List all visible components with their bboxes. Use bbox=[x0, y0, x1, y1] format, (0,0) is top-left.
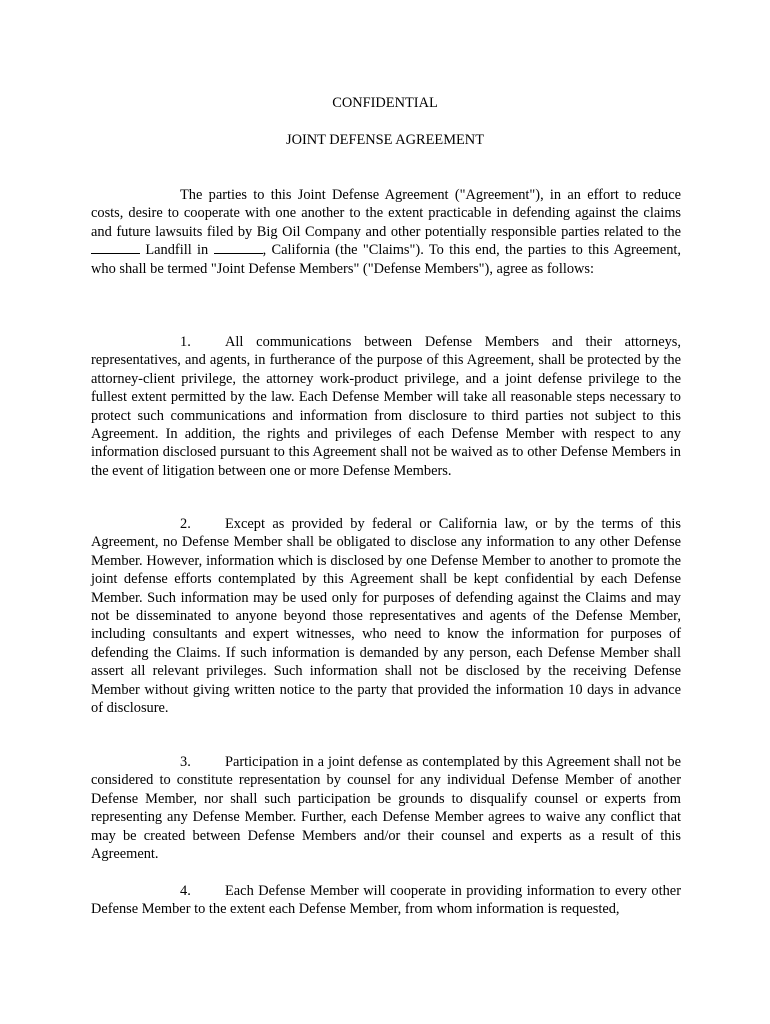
section-text: Except as provided by federal or California law, or by the terms of this Agreement, no Defense Member shall be obligated to disclose any information to any other Defense Member. However, information which is disclosed by one Defense Member to another to promote the joint defense efforts contemplated by this Agreement shall be kept confidential by each Defense Member. Such information may be used only for purposes of defending against the Claims and may not be disseminated to anyone beyond those representatives and agents of the Defense Member, including consultants and expert witnesses, who need to know the information for purposes of defending the Claims. If such information is demanded by any person, each Defense Member shall assert all relevant privileges. Such information shall not be disclosed by the receiving Defense Member without giving written notice to the party that provided the information 10 days in advance of disclosure. bbox=[91, 516, 681, 717]
confidential-label: CONFIDENTIAL bbox=[332, 95, 438, 111]
landfill-name-blank bbox=[91, 241, 140, 254]
intro-text-part3: , California (the "Claims"). To this end, the parties to this Agreement, who shall be termed "Joint Defense Members" ("Defense Members"), agree as follows: bbox=[91, 242, 681, 277]
section-number: 2. bbox=[180, 516, 191, 532]
section-2 bbox=[91, 515, 681, 717]
section-text: Participation in a joint defense as contemplated by this Agreement shall not be considered to constitute representation by counsel for any individual Defense Member of another Defense Member, nor shall such participation be grounds to disqualify counsel or experts from representing any Defense Member. Further, each Defense Member agrees to waive any conflict that may be created between Defense Members and/or their counsel and experts as a result of this Agreement. bbox=[91, 754, 681, 863]
section-text: All communications between Defense Members and their attorneys, representatives, and agents, in furtherance of the purpose of this Agreement, shall be protected by the attorney-client privilege, the attorney work-product privilege, and a joint defense privilege to the fullest extent permitted by the law. Each Defense Member will take all reasonable steps necessary to protect such communications and information from disclosure to third parties not subject to this Agreement. In addition, the rights and privileges of each Defense Member with respect to any information disclosed pursuant to this Agreement shall not be waived as to other Defense Members in the event of litigation between one or more Defense Members. bbox=[91, 334, 681, 479]
document-title: JOINT DEFENSE AGREEMENT bbox=[285, 132, 484, 148]
intro-paragraph bbox=[91, 186, 681, 278]
section-number: 1. bbox=[180, 334, 191, 350]
intro-text-part1: The parties to this Joint Defense Agreement ("Agreement"), in an effort to reduce costs, desire to cooperate with one another to the extent practicable in defending against the claims and future lawsuits filed by Big Oil Company and other potentially responsible parties related to the bbox=[91, 187, 681, 240]
location-blank bbox=[214, 241, 263, 254]
section-number: 4. bbox=[180, 883, 191, 899]
section-text: Each Defense Member will cooperate in providing information to every other Defense Member to the extent each Defense Member, from whom information is requested, bbox=[91, 883, 681, 918]
intro-text-part2: Landfill in bbox=[145, 242, 209, 259]
section-3 bbox=[91, 753, 681, 863]
section-1 bbox=[91, 333, 681, 480]
section-number: 3. bbox=[180, 754, 191, 770]
section-4 bbox=[91, 882, 681, 919]
